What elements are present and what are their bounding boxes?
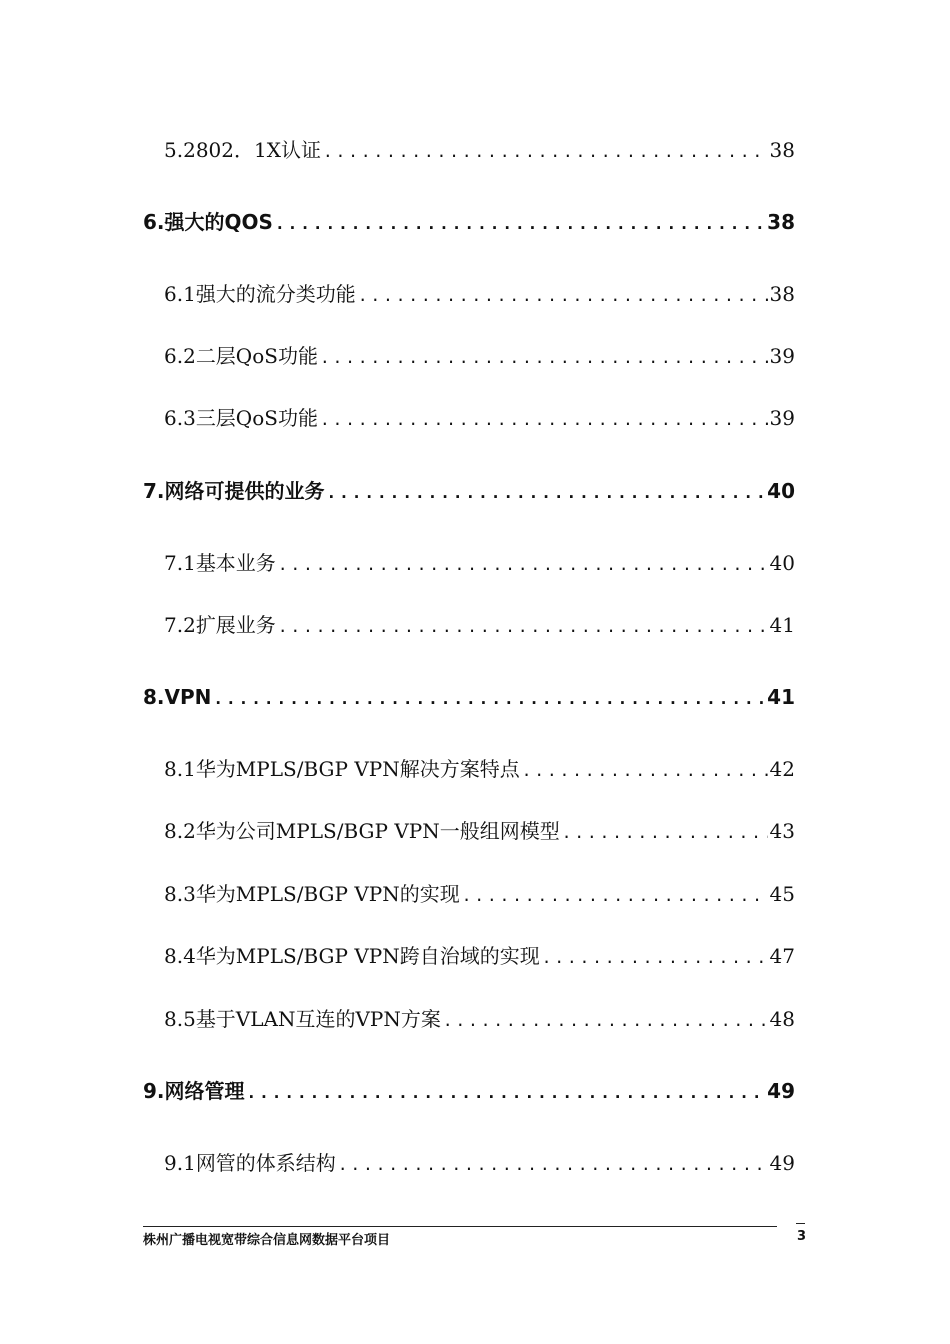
toc-entry-title: 三层QoS功能: [195, 406, 318, 430]
toc-leader-dots: [320, 344, 768, 372]
toc-entry-number: 6.3: [164, 406, 196, 430]
toc-entry-number: 6.1: [164, 282, 196, 306]
toc-entry-title: 华为MPLS/BGP VPN解决方案特点: [195, 757, 520, 781]
toc-entry[interactable]: [164, 817, 795, 847]
toc-leader-dots: [213, 685, 765, 713]
toc-entry-number: 8.5: [164, 1007, 196, 1031]
toc-entry-title: 华为公司MPLS/BGP VPN一般组网模型: [195, 819, 560, 843]
toc-entry[interactable]: [164, 342, 795, 372]
toc-entry[interactable]: [164, 280, 795, 310]
toc-entry-title: 扩展业务: [195, 613, 276, 637]
toc-entry-page: 45: [769, 882, 795, 906]
toc-entry-page: 49: [769, 1151, 795, 1175]
toc-leader-dots: [542, 944, 768, 972]
toc-entry-title: 强大的QOS: [164, 210, 273, 234]
toc-entry-page: 48: [769, 1007, 795, 1031]
toc-entry-number: 6.: [143, 210, 165, 234]
toc-leader-dots: [562, 819, 768, 847]
toc-entry[interactable]: [164, 880, 795, 910]
toc-entry-title: 802．1X认证: [195, 138, 321, 162]
toc-entry-title: 网络管理: [164, 1079, 245, 1103]
toc-entry[interactable]: [164, 404, 795, 434]
toc-entry-number: 8.3: [164, 882, 196, 906]
toc-entry-page: 39: [769, 406, 795, 430]
toc-leader-dots: [247, 1079, 766, 1107]
toc-leader-dots: [327, 479, 766, 507]
toc-entry-page: 41: [769, 613, 795, 637]
toc-leader-dots: [320, 406, 768, 434]
toc-entry-title: 基于VLAN互连的VPN方案: [195, 1007, 441, 1031]
toc-entry-page: 47: [769, 944, 795, 968]
toc-entry-number: 7.2: [164, 613, 196, 637]
toc-entry-title: 强大的流分类功能: [195, 282, 356, 306]
footer-page-divider: [796, 1223, 805, 1224]
toc-entry-number: 8.4: [164, 944, 196, 968]
toc-entry[interactable]: [164, 1149, 795, 1179]
footer-page-number: 3: [797, 1229, 807, 1244]
toc-entry-page: 43: [769, 819, 795, 843]
toc-leader-dots: [323, 138, 768, 166]
toc-leader-dots: [275, 210, 765, 238]
toc-entry[interactable]: [164, 1005, 795, 1035]
toc-entry[interactable]: [143, 208, 795, 238]
toc-leader-dots: [462, 882, 768, 910]
toc-leader-dots: [443, 1007, 768, 1035]
toc-entry-page: 49: [767, 1079, 795, 1103]
toc-entry[interactable]: [164, 942, 795, 972]
toc-entry[interactable]: [143, 477, 795, 507]
toc-entry-title: 基本业务: [195, 551, 276, 575]
toc-entry-number: 6.2: [164, 344, 196, 368]
toc-entry-page: 38: [767, 210, 795, 234]
toc-entry-title: VPN: [164, 685, 212, 709]
toc-entry[interactable]: [164, 611, 795, 641]
toc-leader-dots: [338, 1151, 768, 1179]
footer-divider: [143, 1226, 777, 1227]
toc-entry-page: 39: [769, 344, 795, 368]
toc-entry-page: 41: [767, 685, 795, 709]
toc-entry-number: 7.1: [164, 551, 196, 575]
toc-entry[interactable]: [164, 549, 795, 579]
toc-entry-title: 网管的体系结构: [195, 1151, 336, 1175]
toc-entry-title: 二层QoS功能: [195, 344, 318, 368]
toc-entry[interactable]: [143, 683, 795, 713]
toc-entry[interactable]: [164, 755, 795, 785]
toc-entry-number: 9.1: [164, 1151, 196, 1175]
toc-entry[interactable]: [164, 136, 795, 166]
toc-leader-dots: [278, 613, 768, 641]
toc-entry-title: 华为MPLS/BGP VPN的实现: [195, 882, 460, 906]
toc-entry-number: 7.: [143, 479, 165, 503]
toc-entry-page: 38: [769, 282, 795, 306]
toc-entry-page: 38: [769, 138, 795, 162]
toc-entry-number: 5.2: [164, 138, 196, 162]
toc-entry-number: 9.: [143, 1079, 165, 1103]
toc-leader-dots: [522, 757, 768, 785]
toc-entry-number: 8.: [143, 685, 165, 709]
toc-entry[interactable]: [143, 1077, 795, 1107]
toc-entry-number: 8.2: [164, 819, 196, 843]
toc-leader-dots: [358, 282, 768, 310]
toc-entry-title: 华为MPLS/BGP VPN跨自治域的实现: [195, 944, 540, 968]
toc-entry-page: 42: [769, 757, 795, 781]
footer-project-title: 株州广播电视宽带综合信息网数据平台项目: [143, 1233, 391, 1248]
toc-entry-number: 8.1: [164, 757, 196, 781]
toc-entry-page: 40: [767, 479, 795, 503]
toc-entry-title: 网络可提供的业务: [164, 479, 325, 503]
toc-entry-page: 40: [769, 551, 795, 575]
toc-leader-dots: [278, 551, 768, 579]
